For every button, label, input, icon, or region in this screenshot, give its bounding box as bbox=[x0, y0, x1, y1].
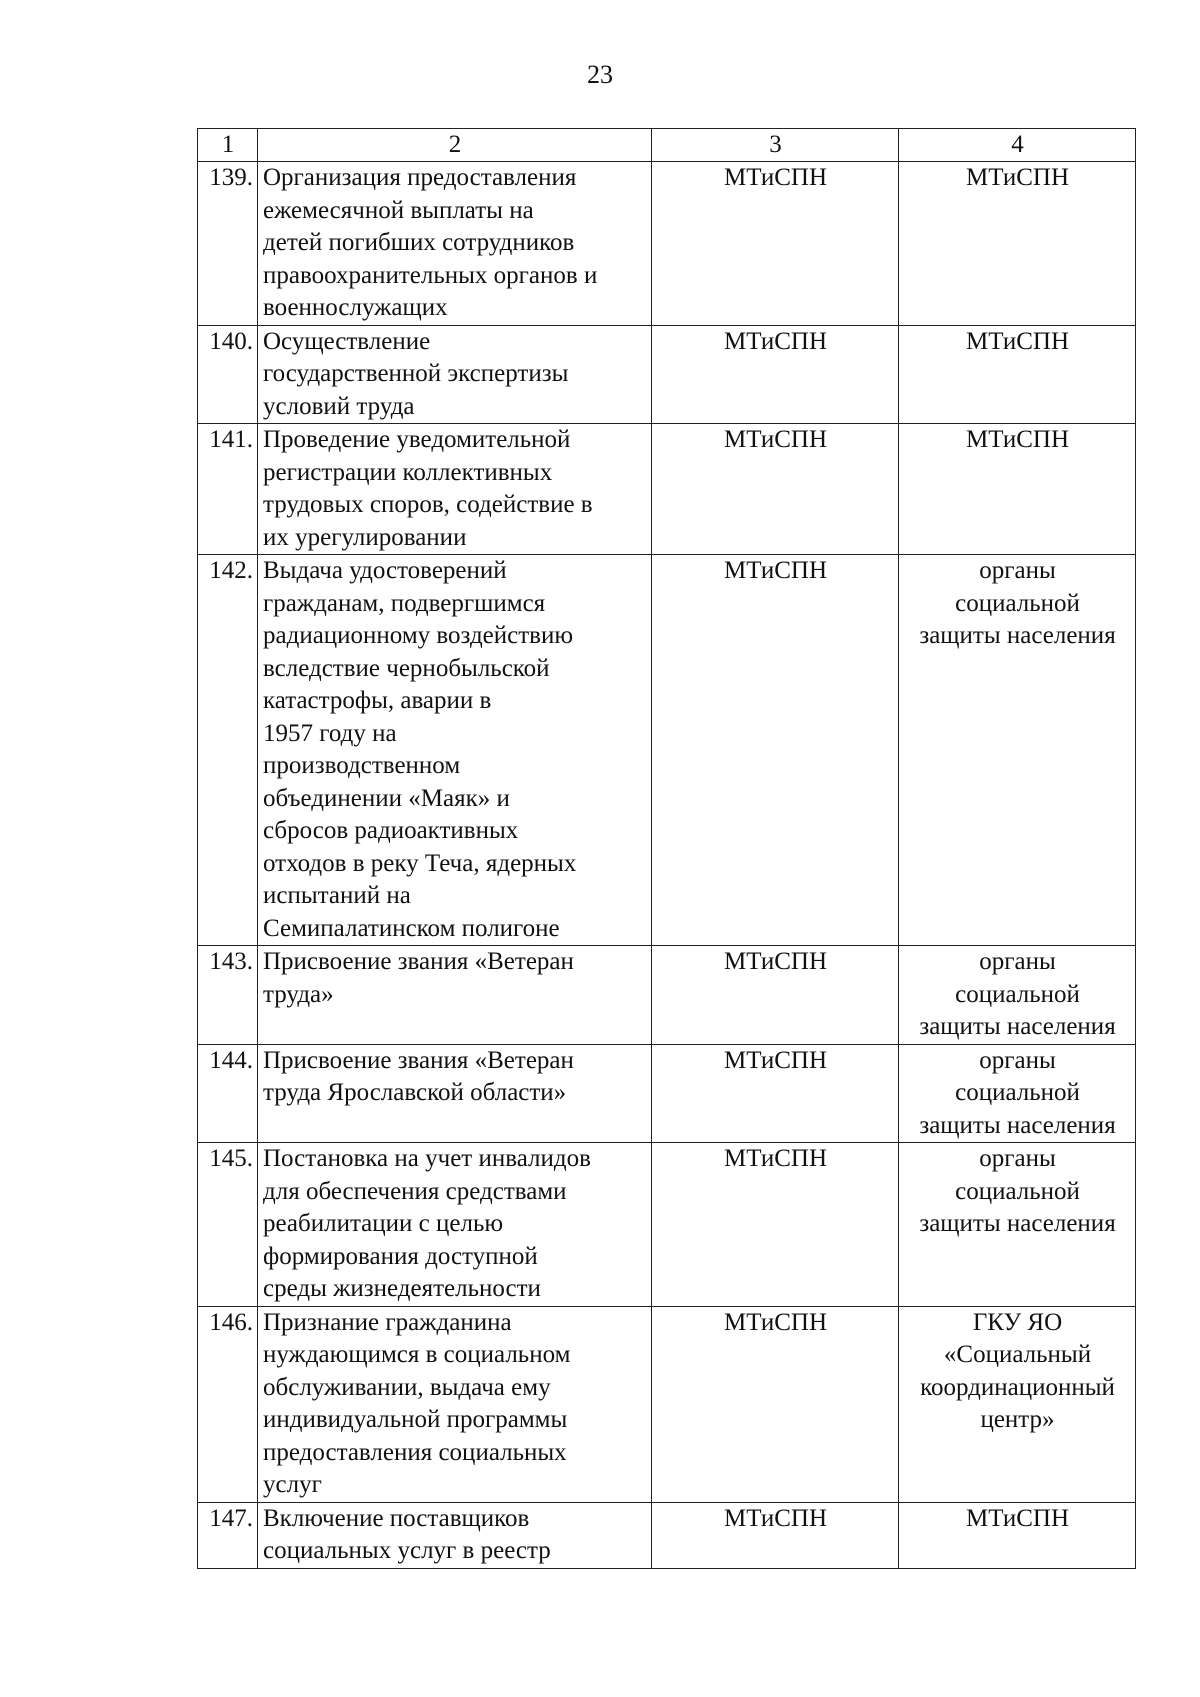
executing-body bbox=[899, 162, 1136, 326]
service-description-line: предоставления социальных bbox=[263, 1438, 567, 1466]
service-description-line: радиационному воздействию bbox=[263, 622, 574, 649]
service-description-line: 1957 году на bbox=[263, 719, 397, 747]
service-description-line: военнослужащих bbox=[263, 294, 448, 321]
service-description-line: для обеспечения средствами bbox=[263, 1177, 567, 1205]
responsible-body-line: МТиСПН bbox=[723, 164, 828, 191]
executing-body-line: социальной bbox=[955, 1079, 1080, 1106]
table-row bbox=[198, 1306, 1136, 1502]
row-number: 140. bbox=[198, 325, 258, 424]
responsible-body-line: МТиСПН bbox=[723, 1504, 828, 1532]
responsible-body-line: МТиСПН bbox=[723, 557, 828, 584]
service-description-line: услуг bbox=[263, 1471, 322, 1498]
executing-body bbox=[899, 946, 1136, 1045]
responsible-body bbox=[652, 162, 899, 326]
column-header-4: 4 bbox=[899, 129, 1136, 162]
service-description-line: ежемесячной выплаты на bbox=[263, 196, 534, 224]
service-description bbox=[258, 162, 652, 326]
row-number: 139. bbox=[198, 162, 258, 326]
service-description-line: детей погибших сотрудников bbox=[263, 229, 575, 256]
table-body bbox=[198, 162, 1136, 1569]
executing-body bbox=[899, 555, 1136, 946]
service-description-line: сбросов радиоактивных bbox=[263, 817, 519, 844]
table-row bbox=[198, 1044, 1136, 1143]
service-description-line: государственной экспертизы bbox=[263, 360, 569, 387]
executing-body-line: органы bbox=[979, 557, 1056, 584]
row-number: 145. bbox=[198, 1143, 258, 1307]
executing-body bbox=[899, 325, 1136, 424]
service-description-line: нуждающимся в социальном bbox=[263, 1341, 571, 1368]
service-description bbox=[258, 1502, 652, 1568]
executing-body-line: защиты населения bbox=[919, 622, 1116, 649]
service-description-line: гражданам, подвергшимся bbox=[263, 589, 546, 617]
service-description-line: объединении «Маяк» и bbox=[263, 784, 510, 812]
service-description-line: формирования доступной bbox=[263, 1242, 538, 1270]
executing-body-line: органы bbox=[979, 1145, 1056, 1172]
service-description bbox=[258, 1306, 652, 1502]
responsible-body bbox=[652, 1143, 899, 1307]
column-header-1: 1 bbox=[198, 129, 258, 162]
executing-body-line: органы bbox=[979, 1046, 1056, 1074]
responsible-body bbox=[652, 1502, 899, 1568]
service-description-line: среды жизнедеятельности bbox=[263, 1275, 541, 1302]
executing-body-line: МТиСПН bbox=[965, 164, 1070, 191]
table-row bbox=[198, 325, 1136, 424]
service-description bbox=[258, 946, 652, 1045]
executing-body-line: защиты населения bbox=[919, 1210, 1116, 1237]
service-description-line: регистрации коллективных bbox=[263, 458, 553, 486]
responsible-body bbox=[652, 424, 899, 555]
table-row bbox=[198, 1502, 1136, 1568]
executing-body-line: центр» bbox=[980, 1406, 1055, 1433]
responsible-body-line: МТиСПН bbox=[723, 1308, 828, 1336]
service-description bbox=[258, 424, 652, 555]
executing-body-line: защиты населения bbox=[919, 1013, 1116, 1040]
service-description-line: условий труда bbox=[263, 392, 415, 420]
executing-body bbox=[899, 424, 1136, 555]
service-description-line: труда Ярославской области» bbox=[263, 1079, 567, 1106]
executing-body-line: защиты населения bbox=[919, 1111, 1116, 1139]
executing-body bbox=[899, 1044, 1136, 1143]
executing-body-line: координационный bbox=[920, 1373, 1115, 1401]
service-description-line: правоохранительных органов и bbox=[263, 261, 598, 289]
executing-body-line: социальной bbox=[955, 589, 1080, 617]
service-description-line: отходов в реку Теча, ядерных bbox=[263, 849, 577, 877]
executing-body bbox=[899, 1502, 1136, 1568]
service-description-line: Присвоение звания «Ветеран bbox=[263, 1046, 574, 1074]
service-description bbox=[258, 1044, 652, 1143]
service-description-line: катастрофы, аварии в bbox=[263, 687, 492, 714]
service-description-line: Осуществление bbox=[263, 327, 431, 355]
executing-body-line: ГКУ ЯО bbox=[972, 1308, 1063, 1336]
row-number: 146. bbox=[198, 1306, 258, 1502]
service-description-line: труда» bbox=[263, 980, 334, 1008]
service-description-line: социальных услуг в реестр bbox=[263, 1537, 551, 1564]
responsible-body bbox=[652, 555, 899, 946]
service-description-line: вследствие чернобыльской bbox=[263, 654, 550, 682]
executing-body-line: социальной bbox=[955, 1177, 1080, 1205]
responsible-body bbox=[652, 325, 899, 424]
service-description-line: Включение поставщиков bbox=[263, 1504, 530, 1532]
service-description-line: реабилитации с целью bbox=[263, 1210, 504, 1237]
row-number: 142. bbox=[198, 555, 258, 946]
service-description-line: Присвоение звания «Ветеран bbox=[263, 948, 574, 975]
service-description bbox=[258, 555, 652, 946]
executing-body-line: «Социальный bbox=[943, 1341, 1092, 1368]
responsible-body-line: МТиСПН bbox=[723, 948, 828, 975]
service-description-line: Семипалатинском полигоне bbox=[263, 914, 560, 942]
table-header-row bbox=[198, 129, 1136, 162]
table-row bbox=[198, 424, 1136, 555]
row-number: 147. bbox=[198, 1502, 258, 1568]
service-description-line: Выдача удостоверений bbox=[263, 557, 507, 584]
page-number: 23 bbox=[587, 60, 613, 89]
service-description-line: испытаний на bbox=[263, 882, 411, 909]
executing-body bbox=[899, 1143, 1136, 1307]
responsible-body bbox=[652, 1306, 899, 1502]
service-description bbox=[258, 325, 652, 424]
service-description-line: обслуживании, выдача ему bbox=[263, 1373, 551, 1401]
service-description-line: их урегулировании bbox=[263, 523, 467, 551]
column-header-3: 3 bbox=[652, 129, 899, 162]
responsible-body bbox=[652, 1044, 899, 1143]
service-description-line: Организация предоставления bbox=[263, 164, 577, 191]
table-row bbox=[198, 946, 1136, 1045]
table-row bbox=[198, 555, 1136, 946]
row-number: 144. bbox=[198, 1044, 258, 1143]
executing-body-line: органы bbox=[979, 948, 1056, 975]
table-row bbox=[198, 1143, 1136, 1307]
service-description-line: индивидуальной программы bbox=[263, 1406, 568, 1433]
responsible-body-line: МТиСПН bbox=[723, 327, 828, 355]
document-table bbox=[197, 128, 1136, 1569]
table-row bbox=[198, 162, 1136, 326]
executing-body-line: МТиСПН bbox=[965, 1504, 1070, 1532]
service-description bbox=[258, 1143, 652, 1307]
row-number: 141. bbox=[198, 424, 258, 555]
service-description-line: Признание гражданина bbox=[263, 1308, 512, 1336]
service-description-line: производственном bbox=[263, 752, 461, 779]
responsible-body-line: МТиСПН bbox=[723, 426, 828, 453]
service-description-line: Проведение уведомительной bbox=[263, 426, 571, 453]
service-description-line: трудовых споров, содействие в bbox=[263, 491, 593, 518]
service-description-line: Постановка на учет инвалидов bbox=[263, 1145, 591, 1172]
executing-body-line: МТиСПН bbox=[965, 426, 1070, 453]
column-header-2: 2 bbox=[258, 129, 652, 162]
executing-body-line: МТиСПН bbox=[965, 327, 1070, 355]
responsible-body-line: МТиСПН bbox=[723, 1145, 828, 1172]
row-number: 143. bbox=[198, 946, 258, 1045]
executing-body-line: социальной bbox=[955, 980, 1080, 1008]
executing-body bbox=[899, 1306, 1136, 1502]
responsible-body bbox=[652, 946, 899, 1045]
responsible-body-line: МТиСПН bbox=[723, 1046, 828, 1074]
